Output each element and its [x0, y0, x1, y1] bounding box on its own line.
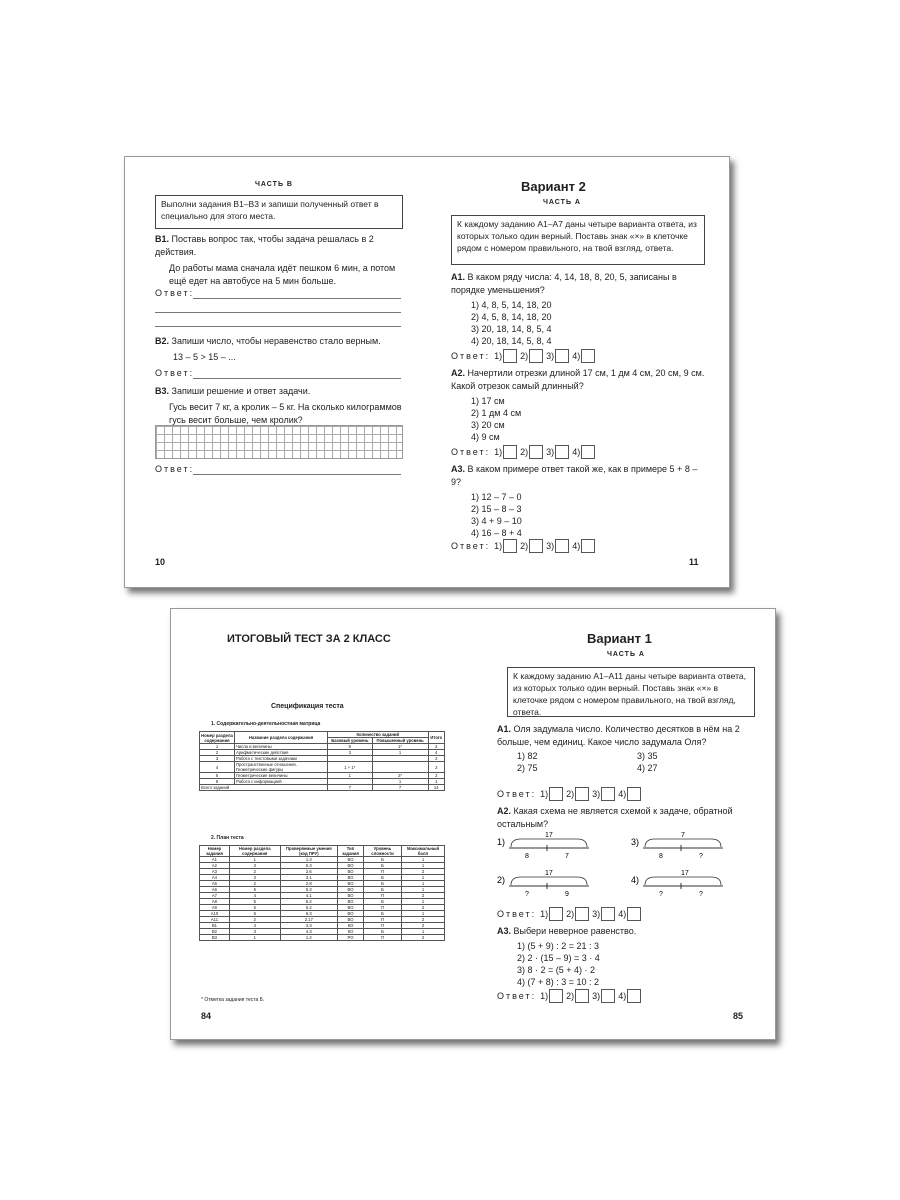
plan-cell: В3: [200, 935, 230, 941]
plan-cell: 1: [402, 929, 445, 935]
plan-cell: А8: [200, 899, 230, 905]
plan-cell: 1: [229, 857, 280, 863]
answer-option-label: 2): [566, 909, 575, 919]
plan-cell: П: [363, 905, 401, 911]
matrix-cell: 2: [428, 773, 444, 779]
plan-cell: 2: [402, 905, 445, 911]
plan-cell: 4: [229, 923, 280, 929]
task-problem: Гусь весит 7 кг, а кролик – 5 кг. На сколько килограммов гусь весит больше, чем кролик?: [169, 402, 402, 425]
task-number: А1.: [497, 724, 512, 734]
answer-option-label: 4): [572, 447, 581, 457]
scheme-1: [497, 832, 589, 860]
answer-checkbox[interactable]: [549, 989, 563, 1003]
plan-cell: 1: [402, 881, 445, 887]
option: 4) 16 – 8 + 4: [471, 528, 522, 538]
answer-checkbox[interactable]: [549, 787, 563, 801]
scheme-3: [631, 832, 723, 860]
answer-option-label: 2): [566, 789, 575, 799]
matrix-cell: 4: [200, 762, 235, 773]
answer-row: [497, 989, 644, 1003]
plan-cell: А2: [200, 863, 230, 869]
scheme-part-label: 7: [565, 853, 569, 860]
task-text: Оля задумала число. Количество десятков в нём на 2 больше, чем единиц. Какое число задумала Оля?: [497, 724, 740, 747]
answer-checkbox[interactable]: [529, 445, 543, 459]
plan-cell: 5: [229, 887, 280, 893]
answer-option-label: 1): [540, 789, 549, 799]
content-matrix-table: [199, 731, 445, 791]
section-title: ЧАСТЬ А: [543, 199, 581, 206]
plan-cell: ВО: [338, 869, 364, 875]
matrix-cell: 1: [372, 779, 428, 785]
scheme-part-label: 9: [565, 891, 569, 898]
top-right-page: [431, 157, 729, 587]
answer-checkbox[interactable]: [601, 787, 615, 801]
answer-option-label: 1): [494, 541, 503, 551]
answer-line[interactable]: [193, 474, 401, 475]
matrix-total: 7: [372, 785, 428, 791]
task-number: А1.: [451, 272, 466, 282]
answer-option-label: 2): [520, 541, 529, 551]
plan-cell: В1: [200, 923, 230, 929]
matrix-cell: 1: [200, 744, 235, 750]
answer-option-label: 1): [494, 351, 503, 361]
matrix-cell: Геометрические величины: [235, 773, 328, 779]
answer-checkbox[interactable]: [575, 787, 589, 801]
plan-cell: 4.1: [280, 893, 338, 899]
plan-cell: 1: [402, 899, 445, 905]
answer-label: Ответ:: [451, 351, 491, 361]
bottom-left-page: [171, 609, 471, 1039]
plan-cell: А10: [200, 911, 230, 917]
plan-cell: ВО: [338, 881, 364, 887]
spec-title: Спецификация теста: [271, 703, 344, 710]
plan-cell: 1: [402, 863, 445, 869]
plan-cell: 5: [229, 899, 280, 905]
variant-title: Вариант 1: [587, 631, 652, 646]
plan-cell: 6: [229, 911, 280, 917]
answer-option-label: 3): [592, 909, 601, 919]
option: 1) 4, 8, 5, 14, 18, 20: [471, 300, 552, 310]
plan-cell: А1: [200, 857, 230, 863]
plan-cell: 2: [402, 917, 445, 923]
task-number: А3.: [451, 464, 466, 474]
plan-title: 2. План теста: [211, 835, 244, 841]
plan-cell: КО: [338, 923, 364, 929]
section-title: ЧАСТЬ А: [607, 651, 645, 658]
matrix-cell: Пространственные отношения. Геометрические фигуры: [235, 762, 328, 773]
plan-cell: 2.17: [280, 917, 338, 923]
plan-cell: 1: [402, 911, 445, 917]
plan-cell: Б: [363, 857, 401, 863]
option: 3) 35: [637, 751, 658, 761]
plan-cell: 2.6: [280, 869, 338, 875]
task-problem: До работы мама сначала идёт пешком 6 мин, а потом ещё едет на автобусе на 5 мин больше.: [169, 263, 396, 286]
scheme-part-label: ?: [699, 853, 703, 860]
plan-cell: Б: [363, 887, 401, 893]
answer-option-label: 4): [572, 541, 581, 551]
matrix-cell: [372, 762, 428, 773]
matrix-cell: 3: [200, 756, 235, 762]
answer-row: [451, 539, 598, 553]
instruction-box: К каждому заданию А1–А7 даны четыре варианта ответа, из которых только один верный. Поставь знак «×» в клеточке рядом с номером правильного, на твой взгляд, ответа.: [451, 215, 705, 265]
option: 3) 8 · 2 = (5 + 4) · 2: [517, 965, 596, 975]
answer-checkbox[interactable]: [575, 907, 589, 921]
options-list: [497, 750, 757, 774]
answer-line[interactable]: [193, 298, 401, 299]
task-a2: [497, 805, 757, 831]
plan-cell: Б: [363, 899, 401, 905]
scheme-part-label: ?: [525, 891, 529, 898]
scheme-top-label: 17: [545, 832, 553, 839]
plan-header: Уровень сложности: [363, 846, 401, 857]
matrix-cell: Работа с текстовыми задачами: [235, 756, 328, 762]
scheme-part-label: 8: [659, 853, 663, 860]
plan-cell: П: [363, 893, 401, 899]
task-text: Запиши число, чтобы неравенство стало верным.: [171, 336, 381, 346]
options-list: [451, 395, 707, 443]
task-text: Начертили отрезки длиной 17 см, 1 дм 4 см, 20 см, 9 см. Какой отрезок самый длинный?: [451, 368, 705, 391]
option: 2) 2 · (15 – 9) = 3 · 4: [517, 953, 600, 963]
answer-option-label: 1): [540, 909, 549, 919]
task-number: В2.: [155, 336, 170, 346]
plan-header: Номер задания: [200, 846, 230, 857]
page-number: 84: [201, 1011, 212, 1021]
task-text: Запиши решение и ответ задачи.: [171, 386, 311, 396]
plan-cell: Б: [363, 881, 401, 887]
matrix-title: 1. Содержательно-деятельностная матрица: [211, 721, 321, 727]
option: 4) (7 + 8) : 3 = 10 : 2: [517, 977, 600, 987]
plan-cell: 1: [402, 875, 445, 881]
matrix-cell: 3: [328, 750, 373, 756]
plan-cell: 3: [229, 863, 280, 869]
plan-cell: 1: [402, 857, 445, 863]
page-number: 85: [733, 1011, 744, 1021]
plan-header: Проверяемые умения (код ПРУ): [280, 846, 338, 857]
options-list: [451, 491, 707, 539]
plan-cell: А7: [200, 893, 230, 899]
plan-cell: 2: [229, 917, 280, 923]
answer-line[interactable]: [193, 378, 401, 379]
options-list: [451, 299, 707, 347]
matrix-total: 14: [428, 785, 444, 791]
plan-cell: П: [363, 923, 401, 929]
matrix-header: Итого: [428, 732, 444, 744]
task-b3: [155, 385, 405, 427]
matrix-cell: 6: [200, 779, 235, 785]
plan-cell: П: [363, 869, 401, 875]
instruction-box: К каждому заданию А1–А11 даны четыре варианта ответа, из которых только один верный. Поставь знак «×» в клеточке рядом с номером правильного, на твой взгляд, ответа.: [507, 667, 755, 717]
options-list: [497, 940, 757, 988]
plan-cell: ВО: [338, 887, 364, 893]
answer-checkbox[interactable]: [627, 907, 641, 921]
matrix-cell: 1: [328, 773, 373, 779]
scheme-top-label: 7: [681, 832, 685, 839]
solution-grid[interactable]: [155, 425, 403, 459]
answer-checkbox[interactable]: [601, 907, 615, 921]
answer-option-label: 3): [546, 351, 555, 361]
matrix-cell: 4: [428, 750, 444, 756]
plan-header: Тип задания: [338, 846, 364, 857]
plan-header: Максимальный балл: [402, 846, 445, 857]
plan-cell: ВО: [338, 899, 364, 905]
task-a2: [451, 367, 707, 443]
answer-checkbox[interactable]: [555, 445, 569, 459]
plan-cell: 2: [229, 869, 280, 875]
answer-checkbox[interactable]: [503, 349, 517, 363]
scheme-number: 1): [497, 837, 506, 847]
task-text: В каком ряду числа: 4, 14, 18, 8, 20, 5, записаны в порядке уменьшения?: [451, 272, 677, 295]
option: 2) 75: [517, 763, 538, 773]
plan-cell: КО: [338, 929, 364, 935]
matrix-header: Количество заданий: [328, 732, 429, 738]
plan-cell: П: [363, 917, 401, 923]
answer-option-label: 2): [566, 991, 575, 1001]
answer-checkbox[interactable]: [627, 989, 641, 1003]
plan-cell: 3: [229, 875, 280, 881]
answer-option-label: 1): [494, 447, 503, 457]
matrix-cell: 2: [200, 750, 235, 756]
matrix-cell: Числа и величины: [235, 744, 328, 750]
answer-label: Ответ:: [497, 991, 537, 1001]
plan-cell: 3: [229, 929, 280, 935]
option: 1) 17 см: [471, 396, 505, 406]
plan-cell: 2: [402, 893, 445, 899]
plan-cell: ВО: [338, 857, 364, 863]
answer-option-label: 3): [592, 991, 601, 1001]
answer-option-label: 2): [520, 351, 529, 361]
matrix-header: Повышенный уровень: [372, 738, 428, 744]
matrix-cell: Арифметические действия: [235, 750, 328, 756]
answer-checkbox[interactable]: [555, 539, 569, 553]
plan-cell: 5.2: [280, 899, 338, 905]
answer-checkbox[interactable]: [581, 349, 595, 363]
answer-checkbox[interactable]: [575, 989, 589, 1003]
answer-option-label: 2): [520, 447, 529, 457]
plan-cell: Б: [363, 911, 401, 917]
option: 4) 27: [637, 763, 658, 773]
task-b1: [155, 233, 405, 288]
matrix-total: 7: [328, 785, 373, 791]
option: 2) 4, 5, 8, 14, 18, 20: [471, 312, 552, 322]
plan-cell: ВО: [338, 863, 364, 869]
scheme-part-label: 8: [525, 853, 529, 860]
answer-row: [451, 445, 598, 459]
matrix-row: [200, 762, 445, 773]
plan-cell: РО: [338, 935, 364, 941]
matrix-cell: 5: [328, 744, 373, 750]
scheme-number: 3): [631, 837, 640, 847]
plan-cell: 5.2: [280, 905, 338, 911]
variant-title: Вариант 2: [521, 179, 586, 194]
task-number: В1.: [155, 234, 170, 244]
matrix-header: Номер раздела содержания: [201, 732, 233, 743]
answer-checkbox[interactable]: [549, 907, 563, 921]
answer-checkbox[interactable]: [627, 787, 641, 801]
plan-cell: 3.1: [280, 875, 338, 881]
plan-cell: ВО: [338, 905, 364, 911]
matrix-cell: 2: [428, 756, 444, 762]
plan-cell: Б: [363, 875, 401, 881]
task-text: Поставь вопрос так, чтобы задача решалась в 2 действия.: [155, 234, 374, 257]
plan-cell: А5: [200, 881, 230, 887]
plan-cell: ВО: [338, 911, 364, 917]
option: 4) 9 см: [471, 432, 500, 442]
plan-cell: Б: [363, 929, 401, 935]
answer-option-label: 3): [546, 541, 555, 551]
plan-cell: 6.3: [280, 911, 338, 917]
answer-line[interactable]: [155, 312, 401, 313]
plan-cell: 1.2: [280, 935, 338, 941]
plan-cell: 1: [229, 935, 280, 941]
task-text: Выбери неверное равенство.: [513, 926, 637, 936]
scheme-part-label: ?: [699, 891, 703, 898]
plan-cell: 4.3: [280, 929, 338, 935]
test-plan-table: [199, 845, 445, 941]
answer-option-label: 4): [572, 351, 581, 361]
answer-checkbox[interactable]: [601, 989, 615, 1003]
answer-label: Ответ:: [451, 541, 491, 551]
plan-cell: А3: [200, 869, 230, 875]
answer-option-label: 3): [592, 789, 601, 799]
task-a3: [451, 463, 707, 539]
task-a1: [451, 271, 707, 347]
plan-cell: 5.3: [280, 887, 338, 893]
matrix-cell: 5: [200, 773, 235, 779]
answer-label: Ответ:: [497, 789, 537, 799]
answer-line[interactable]: [155, 326, 401, 327]
plan-cell: 2: [229, 881, 280, 887]
scheme-number: 4): [631, 875, 640, 885]
scheme-part-label: ?: [659, 891, 663, 898]
plan-cell: 5.3: [280, 863, 338, 869]
task-a3: [497, 925, 757, 988]
plan-cell: 3.3: [280, 923, 338, 929]
answer-label: Ответ:: [497, 909, 537, 919]
plan-cell: А9: [200, 905, 230, 911]
top-left-page: [125, 157, 425, 587]
answer-row: [497, 907, 644, 921]
matrix-cell: 2: [428, 762, 444, 773]
plan-cell: 4: [229, 893, 280, 899]
task-number: А2.: [451, 368, 466, 378]
answer-option-label: 4): [618, 909, 627, 919]
scheme-2: [497, 870, 589, 898]
plan-cell: 1.3: [280, 857, 338, 863]
task-number: А3.: [497, 926, 512, 936]
instruction-box: Выполни задания В1–В3 и запиши полученный ответ в специально для этого места.: [155, 195, 403, 229]
answer-checkbox[interactable]: [555, 349, 569, 363]
option: 1) 82: [517, 751, 538, 761]
scheme-diagrams: [497, 831, 757, 905]
answer-checkbox[interactable]: [581, 539, 595, 553]
option: 4) 20, 18, 14, 5, 8, 4: [471, 336, 552, 346]
answer-checkbox[interactable]: [503, 445, 517, 459]
option: 3) 20, 18, 14, 8, 5, 4: [471, 324, 552, 334]
matrix-header: Базовый уровень: [328, 738, 373, 744]
test-title: ИТОГОВЫЙ ТЕСТ ЗА 2 КЛАСС: [227, 633, 391, 645]
task-text: Какая схема не является схемой к задаче, обратной остальным?: [497, 806, 733, 829]
task-number: А2.: [497, 806, 512, 816]
plan-cell: А4: [200, 875, 230, 881]
bottom-right-page: [477, 609, 775, 1039]
matrix-cell: 2: [428, 744, 444, 750]
plan-cell: 2: [402, 923, 445, 929]
plan-cell: 2: [402, 869, 445, 875]
matrix-cell: 1 + 1*: [328, 762, 373, 773]
task-expression: 13 – 5 > 15 – ...: [173, 352, 236, 362]
answer-checkbox[interactable]: [503, 539, 517, 553]
answer-label: Ответ:: [155, 288, 195, 298]
answer-label: Ответ:: [155, 368, 195, 378]
answer-label: Ответ:: [451, 447, 491, 457]
task-text: В каком примере ответ такой же, как в примере 5 + 8 – 9?: [451, 464, 698, 487]
matrix-cell: 2*: [372, 773, 428, 779]
plan-cell: ВО: [338, 893, 364, 899]
answer-option-label: 4): [618, 789, 627, 799]
section-title: ЧАСТЬ В: [255, 181, 293, 188]
matrix-header: Название раздела содержания: [235, 732, 328, 744]
scheme-4: [631, 870, 723, 898]
plan-cell: А6: [200, 887, 230, 893]
footnote: * Отметка задания теста Б.: [201, 997, 265, 1003]
answer-checkbox[interactable]: [529, 539, 543, 553]
matrix-cell: 1: [428, 779, 444, 785]
plan-cell: В2: [200, 929, 230, 935]
task-b2: [155, 335, 405, 364]
plan-cell: 5: [229, 905, 280, 911]
matrix-cell: Работа с информацией: [235, 779, 328, 785]
task-number: В3.: [155, 386, 170, 396]
plan-cell: А11: [200, 917, 230, 923]
page-number: 10: [155, 557, 166, 567]
answer-checkbox[interactable]: [529, 349, 543, 363]
plan-cell: 2: [402, 935, 445, 941]
page-number: 11: [689, 557, 699, 567]
matrix-cell: 1*: [372, 744, 428, 750]
option: 3) 4 + 9 – 10: [471, 516, 522, 526]
plan-cell: 1: [402, 887, 445, 893]
answer-option-label: 4): [618, 991, 627, 1001]
task-a1: [497, 723, 757, 774]
top-book-spread: [124, 156, 730, 588]
scheme-number: 2): [497, 875, 506, 885]
answer-row: [497, 787, 644, 801]
scheme-top-label: 17: [545, 870, 553, 877]
matrix-total-label: Всего заданий: [200, 785, 328, 791]
plan-cell: ВО: [338, 917, 364, 923]
plan-cell: Б: [363, 863, 401, 869]
bottom-book-spread: [170, 608, 776, 1040]
scheme-top-label: 17: [681, 870, 689, 877]
plan-cell: 2.8: [280, 881, 338, 887]
option: 2) 15 – 8 – 3: [471, 504, 522, 514]
plan-header: Номер раздела содержания: [229, 846, 280, 857]
matrix-cell: 1: [372, 750, 428, 756]
plan-cell: П: [363, 935, 401, 941]
option: 3) 20 см: [471, 420, 505, 430]
plan-cell: ВО: [338, 875, 364, 881]
answer-label: Ответ:: [155, 464, 195, 474]
answer-option-label: 1): [540, 991, 549, 1001]
answer-checkbox[interactable]: [581, 445, 595, 459]
option: 2) 1 дм 4 см: [471, 408, 522, 418]
answer-row: [451, 349, 598, 363]
option: 1) (5 + 9) : 2 = 21 : 3: [517, 941, 600, 951]
answer-option-label: 3): [546, 447, 555, 457]
plan-row: [200, 935, 445, 941]
option: 1) 12 – 7 – 0: [471, 492, 522, 502]
